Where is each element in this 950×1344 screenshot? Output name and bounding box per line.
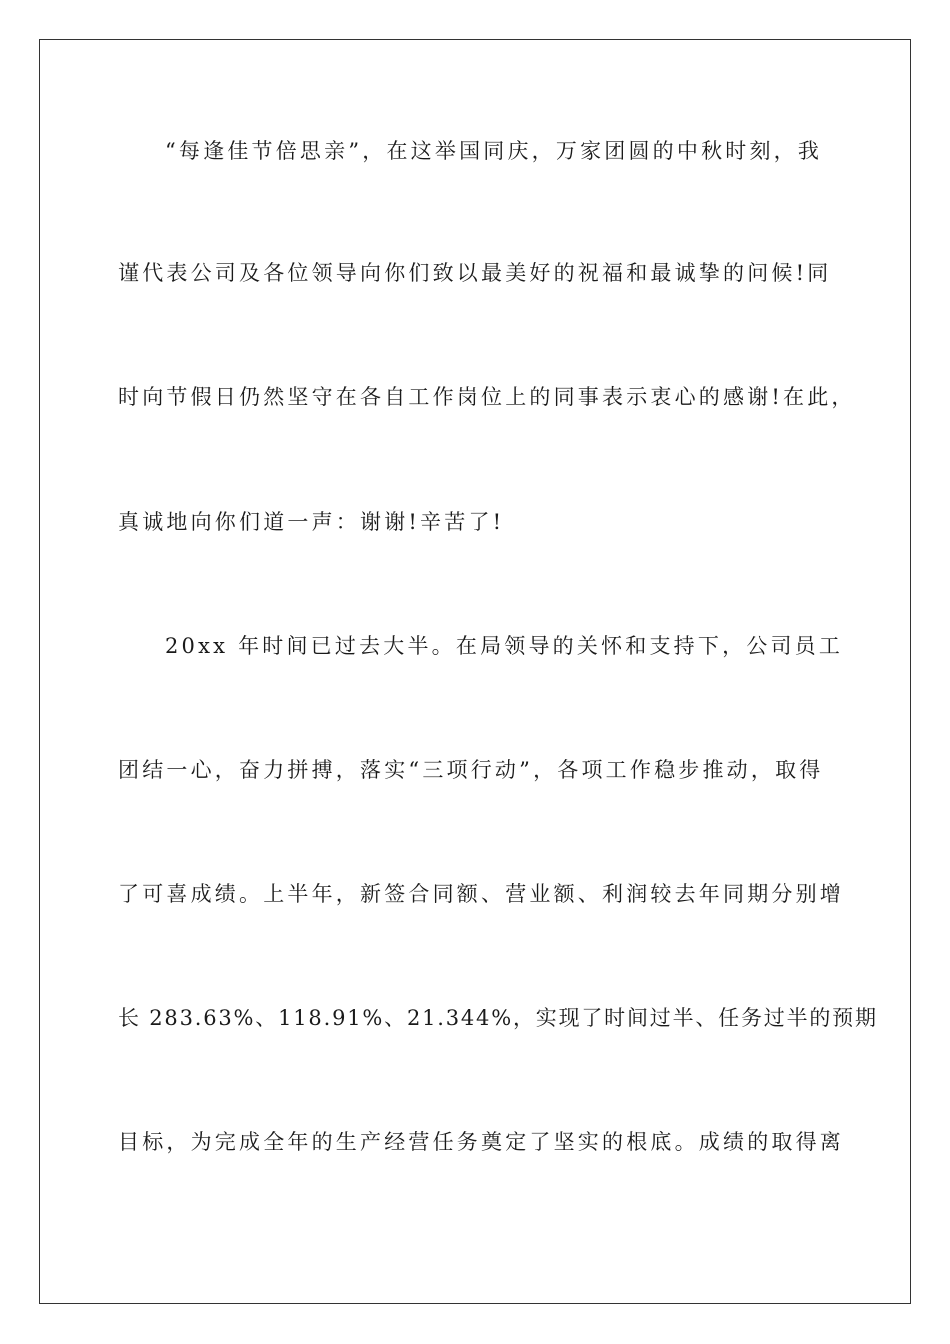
paragraph-2-line-1: 20xx 年时间已过去大半。在局领导的关怀和支持下，公司员工 bbox=[165, 634, 844, 658]
paragraph-1-line-4: 真诚地向你们道一声：谢谢!辛苦了! bbox=[118, 510, 505, 534]
paragraph-1-line-2: 谨代表公司及各位领导向你们致以最美好的祝福和最诚挚的问候!同 bbox=[118, 261, 832, 285]
page-border bbox=[39, 39, 911, 1304]
paragraph-2-line-5: 目标，为完成全年的生产经营任务奠定了坚实的根底。成绩的取得离 bbox=[118, 1130, 844, 1154]
paragraph-1-line-3: 时向节假日仍然坚守在各自工作岗位上的同事表示衷心的感谢!在此， bbox=[118, 385, 856, 409]
paragraph-2-line-4: 长 283.63%、118.91%、21.344%，实现了时间过半、任务过半的预期 bbox=[118, 1006, 878, 1030]
paragraph-2-line-3: 了可喜成绩。上半年，新签合同额、营业额、利润较去年同期分别增 bbox=[118, 882, 844, 906]
paragraph-2-line-2: 团结一心，奋力拼搏，落实“三项行动”，各项工作稳步推动，取得 bbox=[118, 758, 824, 782]
paragraph-1-line-1: “每逢佳节倍思亲”，在这举国同庆，万家团圆的中秋时刻，我 bbox=[165, 139, 823, 163]
